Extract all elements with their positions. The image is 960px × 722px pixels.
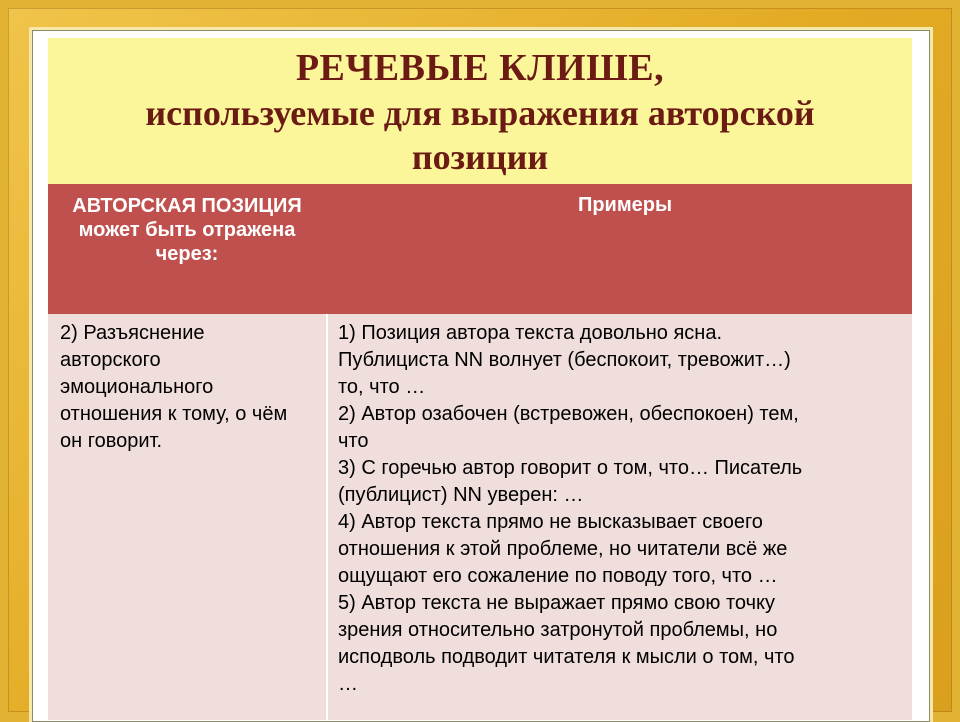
title-line-3: позиции — [411, 137, 549, 177]
title-line-1: РЕЧЕВЫЕ КЛИШЕ, — [295, 47, 665, 89]
example-line: ощущают его сожаление по поводу того, что … — [338, 565, 778, 587]
title-line-2: используемые для выражения авторской — [145, 93, 815, 133]
slide — [48, 38, 912, 720]
example-line: отношения к этой проблеме, но читатели всё же — [338, 538, 788, 560]
example-line: 1) Позиция автора текста довольно ясна. — [338, 322, 723, 344]
header-author-position: АВТОРСКАЯ ПОЗИЦИЯ может быть отражена через: — [72, 195, 302, 265]
table-row — [48, 314, 912, 720]
example-line: то, что … — [338, 376, 426, 398]
example-line: 2) Автор озабочен (встревожен, обеспокоен) тем, — [338, 403, 799, 425]
example-line: зрения относительно затронутой проблемы, но — [338, 619, 778, 641]
example-line: исподволь подводит читателя к мысли о том, что — [338, 646, 795, 668]
example-line: 5) Автор текста не выражает прямо свою точку — [338, 592, 775, 614]
example-line: что — [338, 430, 369, 452]
row-examples — [338, 320, 904, 698]
table-header-row — [48, 184, 912, 314]
example-line: … — [338, 673, 358, 695]
example-line: 3) С горечью автор говорит о том, что… Писатель — [338, 457, 803, 479]
example-line: Публициста NN волнует (беспокоит, тревожит…) — [338, 349, 791, 371]
header-examples: Примеры — [577, 194, 673, 216]
column-divider — [326, 314, 328, 720]
example-line: (публицист) NN уверен: … — [338, 484, 584, 506]
row-explanation: 2) Разъяснение авторского эмоционального отношения к тому, о чём он говорит. — [60, 322, 288, 452]
title-box — [48, 38, 912, 184]
example-line: 4) Автор текста прямо не высказывает своего — [338, 511, 763, 533]
